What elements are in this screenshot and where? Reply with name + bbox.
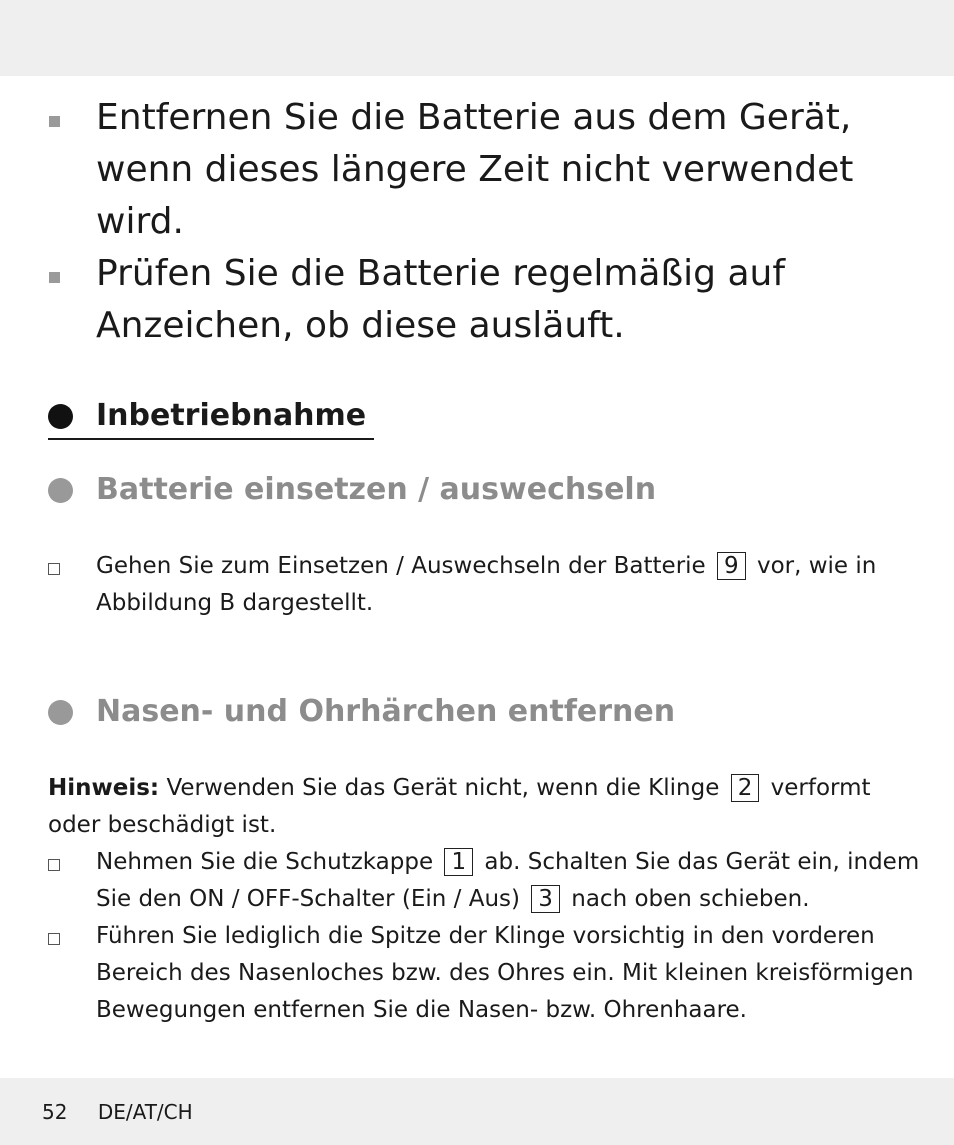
step-text [96,548,921,622]
part-ref-badge: 3 [531,885,560,913]
square-bullet-icon [49,272,60,283]
part-ref-badge: 1 [444,848,473,876]
checkbox-icon [48,563,60,575]
warning-list [0,92,954,352]
note-paragraph [48,770,918,844]
section-title: Nasen- und Ohrhärchen entfernen [96,694,676,729]
locale-label: DE/AT/CH [97,1100,193,1124]
step-text-part: ab. Schalten Sie das Gerät ein, indem Sie den ON / OFF-Schalter (Ein / Aus) [96,849,920,912]
warning-item [0,92,926,248]
step-text-part: Nehmen Sie die Schutzkappe [96,849,434,875]
section-title: Batterie einsetzen / auswechseln [96,472,657,507]
filled-circle-icon [48,404,73,429]
step-text-part: nach oben schieben. [571,886,810,912]
step-text: Führen Sie lediglich die Spitze der Klinge vorsichtig in den vorderen Bereich des Nasenloches bzw. des Ohres ein. Mit kleinen kreisförmigen Bewegungen entfernen Sie die Nasen- bzw. Ohrenhaare. [96,923,914,1023]
square-bullet-icon [49,116,60,127]
page-number: 52 [42,1100,68,1124]
part-ref-badge: 2 [731,774,760,802]
checkbox-icon [48,859,60,871]
section-title: Inbetriebnahme [96,398,367,433]
warning-text: Entfernen Sie die Batterie aus dem Gerät, wenn dieses längere Zeit nicht verwendet wird. [96,97,854,242]
part-ref-badge: 9 [717,552,746,580]
checkbox-icon [48,933,60,945]
page-footer [42,1098,217,1126]
note-label: Hinweis: [48,775,160,801]
step-text-part: Gehen Sie zum Einsetzen / Auswechseln der Batterie [96,553,706,579]
grey-circle-icon [48,478,73,503]
step-text-part: vor, wie in Abbildung B dargestellt. [96,553,877,616]
warning-text: Prüfen Sie die Batterie regelmäßig auf Anzeichen, ob diese ausläuft. [96,253,786,346]
header-band [0,0,954,76]
step-text [96,844,921,918]
note-text: verformt oder beschädigt ist. [48,775,871,838]
note-text: Verwenden Sie das Gerät nicht, wenn die Klinge [166,775,720,801]
grey-circle-icon [48,700,73,725]
heading-underline [48,438,374,440]
warning-item [0,248,926,352]
